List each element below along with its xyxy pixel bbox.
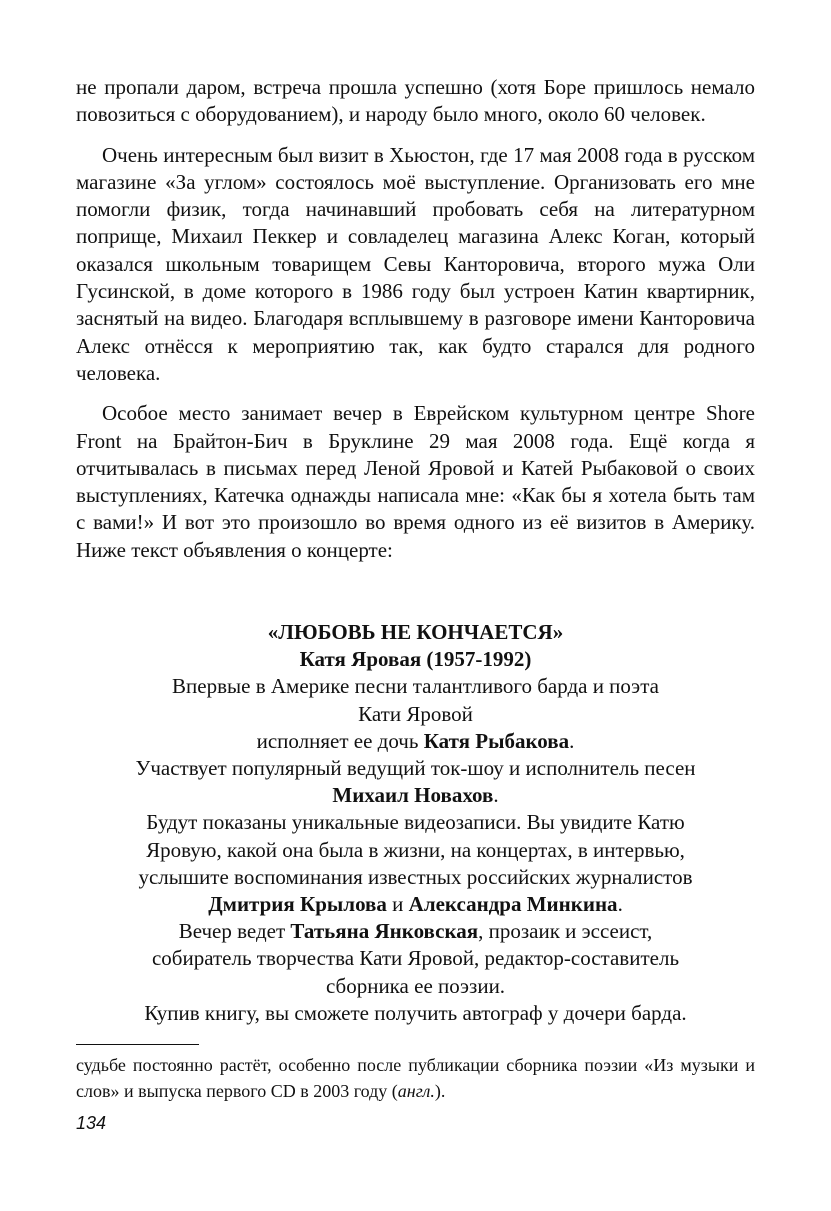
announcement-line: услышите воспоминания известных российских журналистов	[138, 864, 693, 889]
page-number: 134	[76, 1113, 107, 1133]
paragraph: Очень интересным был визит в Хьюстон, где 17 мая 2008 года в русском магазине «За углом» состоялось моё выступление. Организовать его мне помогли физик, тогда начинавший пробовать себя на литературном поприще, Михаил Пеккер и совладелец магазина Алекс Коган, который оказался школьным товарищем Севы Канторовича, второго мужа Оли Гусинской, в доме которого в 1986 году был устроен Катин квартирник, заснятый на видео. Благодаря всплывшему в разговоре имени Канторовича Алекс отнёсся к мероприятию так, как будто старался для родного человека.	[76, 142, 755, 385]
paragraph: не пропали даром, встреча прошла успешно (хотя Боре пришлось немало повозиться с оборудованием), и народу было много, около 60 человек.	[76, 75, 755, 127]
announcement-line: Купив книгу, вы сможете получить автограф у дочери барда.	[144, 1000, 687, 1025]
footnote: судьбе постоянно растёт, особенно после публикации сборника поэзии «Из музыки и слов» и выпуска первого CD в 2003 году (англ.).	[76, 1055, 755, 1101]
announcement-line: собиратель творчества Кати Яровой, редактор-составитель	[151, 946, 680, 971]
announcement-subtitle: Катя Яровая (1957-1992)	[299, 647, 532, 672]
announcement-line: Участвует популярный ведущий ток-шоу и исполнитель песен	[135, 756, 696, 781]
announcement-line: сборника ее поэзии.	[325, 973, 506, 998]
footnote-divider	[76, 1044, 199, 1045]
concert-announcement	[76, 619, 755, 1027]
announcement-line: Дмитрия Крылова и Александра Минкина.	[208, 892, 623, 917]
announcement-title: «ЛЮБОВЬ НЕ КОНЧАЕТСЯ»	[267, 620, 564, 644]
announcement-line: Михаил Новахов.	[332, 783, 499, 808]
announcement-line: Кати Яровой	[358, 701, 473, 726]
announcement-line: Будут показаны уникальные видеозаписи. Вы увидите Катю	[146, 810, 685, 835]
announcement-line: Яровую, какой она была в жизни, на концертах, в интервью,	[146, 837, 685, 862]
announcement-line: Впервые в Америке песни талантливого барда и поэта	[172, 674, 659, 699]
announcement-line: исполняет ее дочь Катя Рыбакова.	[256, 728, 575, 753]
announcement-line: Вечер ведет Татьяна Янковская, прозаик и эссеист,	[178, 919, 653, 944]
paragraph: Особое место занимает вечер в Еврейском культурном центре Shore Front на Брайтон-Бич в Бруклине 29 мая 2008 года. Ещё когда я отчитывалась в письмах перед Леной Яровой и Катей Рыбаковой о своих выступлениях, Катечка однажды написала мне: «Как бы я хотела быть там с вами!» И вот это произошло во время одного из её визитов в Америку. Ниже текст объявления о концерте:	[76, 401, 755, 562]
main-text	[76, 74, 755, 577]
